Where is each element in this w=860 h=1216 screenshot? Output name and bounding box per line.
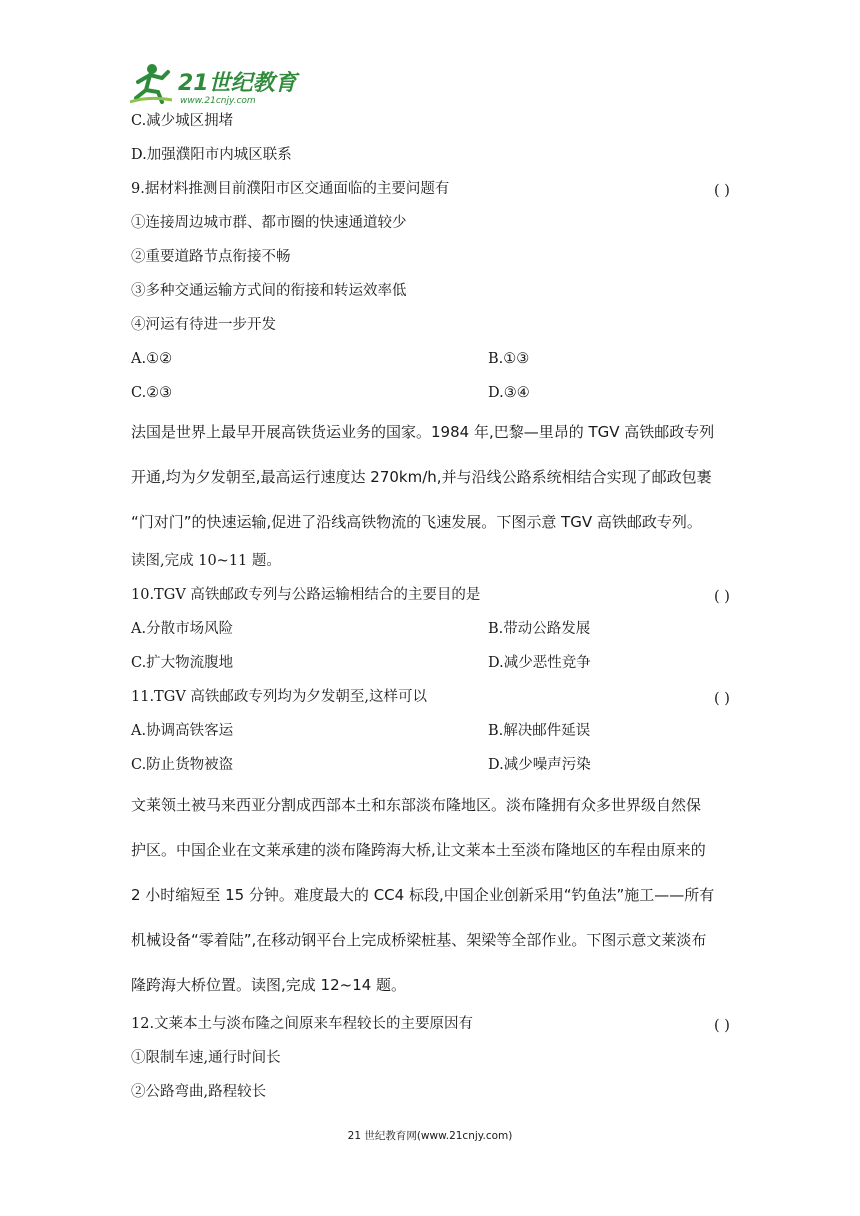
option-9b: B.①③ <box>488 351 530 367</box>
statement-9-4: ④河运有待进一步开发 <box>131 317 276 333</box>
option-11a: A.协调高铁客运 <box>131 723 234 739</box>
option-8d: D.加强濮阳市内城区联系 <box>131 147 292 163</box>
statement-9-1: ①连接周边城市群、都市圈的快速通道较少 <box>131 215 407 231</box>
site-logo <box>128 60 308 108</box>
statement-12-2: ②公路弯曲,路程较长 <box>131 1084 267 1100</box>
option-9c: C.②③ <box>131 385 173 401</box>
option-10a: A.分散市场风险 <box>131 621 234 637</box>
statement-9-3: ③多种交通运输方式间的衔接和转运效率低 <box>131 283 407 299</box>
question-10: 10.TGV 高铁邮政专列与公路运输相结合的主要目的是 <box>131 587 481 603</box>
statement-12-1: ①限制车速,通行时间长 <box>131 1050 281 1066</box>
passage-1-line-1: 法国是世界上最早开展高铁货运业务的国家。1984 年,巴黎—里昂的 TGV 高铁邮政专列 <box>131 423 715 441</box>
option-9d: D.③④ <box>488 385 530 401</box>
question-11: 11.TGV 高铁邮政专列均为夕发朝至,这样可以 <box>131 689 428 705</box>
passage-2-line-3: 2 小时缩短至 15 分钟。难度最大的 CC4 标段,中国企业创新采用“钓鱼法”施工——所有 <box>131 886 715 904</box>
option-8c: C.减少城区拥堵 <box>131 113 234 129</box>
passage-2-line-5: 隆跨海大桥位置。读图,完成 12~14 题。 <box>131 976 407 994</box>
option-10b: B.带动公路发展 <box>488 621 591 637</box>
passage-2-line-4: 机械设备“零着陆”,在移动钢平台上完成桥梁桩基、架梁等全部作业。下图示意文莱淡布 <box>131 931 707 949</box>
svg-text:21世纪教育: 21世纪教育 <box>178 71 297 96</box>
answer-blank-11: ( ) <box>714 691 730 707</box>
option-11c: C.防止货物被盗 <box>131 757 234 773</box>
question-12: 12.文莱本土与淡布隆之间原来车程较长的主要原因有 <box>131 1016 474 1032</box>
answer-blank-10: ( ) <box>714 589 730 605</box>
passage-1-line-3: “门对门”的快速运输,促进了沿线高铁物流的飞速发展。下图示意 TGV 高铁邮政专列。 <box>131 513 702 531</box>
question-9: 9.据材料推测目前濮阳市区交通面临的主要问题有 <box>131 181 450 197</box>
option-11d: D.减少噪声污染 <box>488 757 591 773</box>
option-10d: D.减少恶性竞争 <box>488 655 591 671</box>
passage-2-line-2: 护区。中国企业在文莱承建的淡布隆跨海大桥,让文莱本土至淡布隆地区的车程由原来的 <box>131 841 706 859</box>
statement-9-2: ②重要道路节点衔接不畅 <box>131 249 291 265</box>
passage-2-line-1: 文莱领土被马来西亚分割成西部本土和东部淡布隆地区。淡布隆拥有众多世界级自然保 <box>131 796 702 814</box>
passage-1-line-4: 读图,完成 10~11 题。 <box>131 553 281 569</box>
option-10c: C.扩大物流腹地 <box>131 655 234 671</box>
answer-blank-9: ( ) <box>714 183 730 199</box>
option-11b: B.解决邮件延误 <box>488 723 591 739</box>
answer-blank-12: ( ) <box>714 1018 730 1034</box>
svg-text:www.21cnjy.com: www.21cnjy.com <box>180 96 256 106</box>
runner-icon <box>130 64 172 102</box>
option-9a: A.①② <box>131 351 173 367</box>
page-footer: 21 世纪教育网(www.21cnjy.com) <box>347 1130 513 1142</box>
passage-1-line-2: 开通,均为夕发朝至,最高运行速度达 270km/h,并与沿线公路系统相结合实现了邮政包裹 <box>131 468 712 486</box>
